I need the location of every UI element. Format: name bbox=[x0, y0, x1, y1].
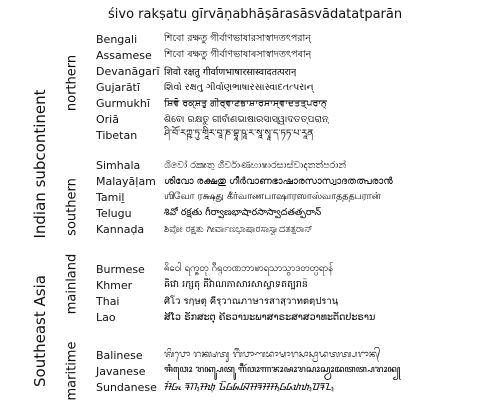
language-name: Burmese bbox=[96, 262, 145, 276]
row-simhala bbox=[96, 157, 346, 173]
group-label-mainland: mainland bbox=[64, 253, 80, 315]
language-name: Javanese bbox=[96, 364, 146, 378]
row-lao bbox=[96, 309, 375, 325]
language-name: Assamese bbox=[96, 48, 152, 62]
row-bengali bbox=[96, 31, 311, 47]
language-name: Lao bbox=[96, 310, 116, 324]
language-name: Khmer bbox=[96, 278, 133, 292]
script-sample: ᬰᬶᬯᭀ ᬭᬓ᭄ᬱᬢᬸ ᬕᬷᬃᬯᬵᬡᬪᬵᬱᬵᬭᬲᬵᬲ᭄ᬯᬵᬤᬢᬢ᭄ᬧᬭᬵᬦ᭄ bbox=[164, 348, 381, 360]
language-name: Tamiḻ bbox=[96, 190, 125, 204]
script-sample: శివో రక్షతు గీర్వాణభాషారసాస్వాదతత్పరాన్ bbox=[164, 206, 322, 218]
script-sample: ศิโว รกฺษตุ คีรฺวาณภาษารสาสฺวาทตตฺปรานฺ bbox=[164, 295, 339, 307]
row-devanagari bbox=[96, 63, 296, 79]
language-name: Gujarātī bbox=[96, 80, 140, 94]
language-name: Sundanese bbox=[96, 380, 157, 394]
script-sample: শিবো ৰক্ষতু গীৰ্বাণভাষাৰসাস্বাদতৎপৰান্ bbox=[164, 48, 312, 60]
script-sample: ශිවෝ රක්‍ෂතු ගීර්වාණභාෂාරසාස්වාදතත්පරාන් bbox=[164, 159, 347, 171]
title: śivo rakṣatu gīrvāṇabhāṣārasāsvādatatparān bbox=[108, 7, 403, 22]
language-name: Malayāḷam bbox=[96, 174, 156, 188]
row-burmese bbox=[96, 261, 333, 277]
row-malayalam bbox=[96, 173, 393, 189]
language-name: Bengali bbox=[96, 32, 138, 46]
script-sample: ଶିବୋ ରକ୍ଷତୁ ଗୀର୍ବାଣଭାଷାରସାସ୍ୱାଦତତ୍ପରାନ୍ bbox=[164, 113, 329, 125]
script-sample: ꦯꦶꦮꦺꦴ ꦫꦏ꧀ꦰꦠꦸ ꦒꦷꦂꦮꦴꦟꦨꦴꦰꦴꦫꦱꦴꦱ꧀ꦮꦴꦢꦠꦠ꧀ꦥꦫꦴꦤ꧀ bbox=[164, 364, 401, 375]
language-name: Gurmukhī bbox=[96, 96, 150, 110]
row-telugu bbox=[96, 205, 321, 221]
group-label-indian-subcontinent: Indian subcontinent bbox=[31, 89, 49, 239]
group-label-maritime: maritime bbox=[64, 341, 80, 401]
group-label-northern: northern bbox=[64, 54, 80, 112]
language-name: Balinese bbox=[96, 348, 143, 362]
script-sample: શિવો રક્ષતુ ગીર્વાણભાષારસાસ્વાદતત્પરાન્ bbox=[164, 81, 314, 93]
script-sample: ឝិវោ រក្សតុ គីវ៌ាណភាសារសាស្វាទតត្បរាន៑ bbox=[164, 279, 308, 290]
script-sample: शिवो रक्षतु गीर्वाणभाषारसास्वादतत्परान् bbox=[164, 66, 297, 78]
row-kannada bbox=[96, 221, 313, 237]
row-javanese bbox=[96, 363, 401, 379]
language-name: Devanāgarī bbox=[96, 64, 160, 78]
script-sample: ਸ਼ਿਵੋ ਰਕ੍ਸ਼ਤੁ ਗੀਰ੍ਵਾਣਭਾਸ਼ਾਰਸਾਸ੍ਵਾਦਤਤ੍ਪਰਾਨ੍ bbox=[164, 97, 327, 109]
row-khmer bbox=[96, 277, 308, 293]
language-name: Simhala bbox=[96, 158, 141, 172]
row-sundanese bbox=[96, 379, 334, 395]
language-name: Thai bbox=[96, 294, 120, 308]
row-tamil bbox=[96, 189, 381, 205]
language-name: Oriā bbox=[96, 112, 119, 126]
script-sample: ᮞᮤᮝᮧ ᮛᮊ᮪ᮞᮒᮥ ᮌᮤᮁᮝᮏᮘᮞᮛᮞᮞ᮪ᮝᮓᮒᮒ᮪ᮕᮛᮔ᮪ bbox=[164, 381, 335, 393]
script-sample: শিবো রক্ষতু গীর্বাণভাষারসাস্বাদতৎপরান্ bbox=[164, 32, 311, 44]
language-name: Telugu bbox=[96, 206, 132, 220]
script-sample: ஶிவோ ரக்ஷது கீர்வாணபாஷாரஸாஸ்வாதததபரான் bbox=[164, 191, 381, 202]
script-sample: ശിവോ രക്ഷതു ഗീർവാണഭാഷാരസാസ്വാദതത്പരാൻ bbox=[164, 175, 393, 187]
row-gurmukhi bbox=[96, 95, 327, 111]
row-gujarati bbox=[96, 79, 314, 95]
script-sample: ၐိဝေါ ရက္ၐတု ဂီရ္ဝာဏဘာၑာရသာသွာဒတတ္ပရာန် bbox=[164, 263, 334, 274]
script-sample: ಶಿವೋ ರಕ್ಷತು ಗೀರ್ವಾಣಭಾಷಾರಸಾಸ್ವಾದತತ್ಪರಾನ್ bbox=[164, 223, 313, 235]
language-name: Tibetan bbox=[96, 128, 138, 142]
script-sample: ສິໂວ ຣັກສະຕຸ ຄີຣວານະພາສາຣະສາສວາທະຕັດປະຣານ bbox=[164, 311, 376, 323]
row-thai bbox=[96, 293, 338, 309]
group-label-southern: southern bbox=[64, 178, 80, 236]
row-assamese bbox=[96, 47, 311, 63]
script-sample: ཤི་བོ་རཀྵ་ཏུ་གཱིར་བཱ་ཎ་བྷཱ་ཥཱ་ར་སཱ་སྭཱ་ད་ཏཏ་པ་རཱན bbox=[164, 127, 314, 139]
language-name: Kannaḍa bbox=[96, 222, 145, 236]
row-tibetan bbox=[96, 127, 314, 143]
group-label-southeast-asia: Southeast Asia bbox=[31, 275, 49, 387]
